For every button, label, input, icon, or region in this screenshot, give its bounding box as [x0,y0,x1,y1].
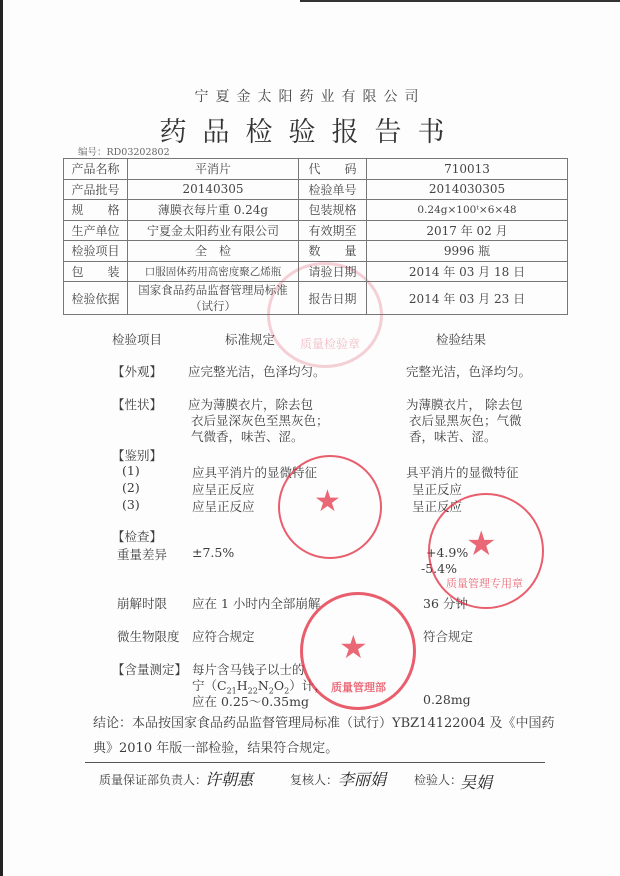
item-identification: 【鉴别】 [112,448,163,463]
scan-edge-top [300,0,620,2]
label: 检验项目 [64,241,128,262]
value: 全 检 [128,241,299,262]
review-signature: 李丽娟 [338,770,387,789]
qa-signature: 许朝惠 [205,770,254,789]
divider [85,762,545,763]
value: 710013 [367,159,568,180]
label: 产品批号 [64,179,128,200]
item-inspection: 【检查】 [112,529,163,544]
table-row [64,241,568,262]
standard-appearance: 应完整光洁，色泽均匀。 [188,364,326,379]
weight-standard: ±7.5% [192,545,235,560]
ident-result-3: 呈正反应 [412,499,463,514]
label: 数 量 [299,241,367,262]
result-character-3: 香，味苦、涩。 [409,429,497,444]
value: 薄膜衣每片重 0.24g [128,200,299,221]
weight-label: 重量差异 [117,547,168,562]
value: 2014 年 03 月 23 日 [367,282,568,315]
ident-standard-2: 应呈正反应 [192,482,255,497]
result-character-1: 为薄膜衣片， 除去包 [406,397,523,412]
assay-result: 0.28mg [423,692,471,707]
ident-no-1: (1) [122,463,140,478]
standard-character-3: 气微香，味苦、涩。 [191,429,304,444]
company-name: 宁夏金太阳药业有限公司 [194,89,426,105]
report-title: 药品检验报告书 [159,117,461,148]
item-appearance: 【外观】 [112,364,163,379]
label: 检验依据 [64,282,128,315]
microbial-label: 微生物限度 [117,629,180,644]
ident-standard-3: 应呈正反应 [192,499,255,514]
weight-result-plus: +4.9% [426,545,469,560]
label: 请验日期 [299,261,367,282]
label: 有效期至 [299,220,367,241]
conclusion-line-1: 结论：本品按国家食品药品监督管理局标准（试行）YBZ14122004 及《中国药 [93,716,555,731]
label: 产品名称 [64,159,128,180]
table-row [64,179,568,200]
value: 国家食品药品监督管理局标准（试行） [128,282,299,315]
info-table [63,158,568,315]
company-stamp-1: ★ [278,455,382,559]
standard-character-1: 应为薄膜衣片，除去包 [188,397,314,412]
assay-standard-3: 应在 0.25～0.35mg [192,694,309,709]
value: 9996 瓶 [367,241,568,262]
table-row [64,261,568,282]
assay-standard-1: 每片含马钱子以士的 [192,662,305,677]
label: 包 装 [64,261,128,282]
item-assay: 【含量测定】 [112,662,188,677]
review-label: 复核人： [290,773,339,787]
weight-result-minus: -5.4% [421,561,457,576]
standard-character-2: 衣后显深灰色至黑灰色； [191,413,329,428]
ident-no-3: (3) [122,497,140,512]
ident-no-2: (2) [122,480,140,495]
col-header-standard: 标准规定 [225,332,276,347]
qm-stamp: ★ 质量管理专用章 [428,493,544,609]
microbial-standard: 应符合规定 [192,629,255,644]
label: 规 格 [64,200,128,221]
label: 生产单位 [64,220,128,241]
label: 报告日期 [299,282,367,315]
qc-stamp: 质量检验章 [267,262,383,368]
value: 20140305 [128,179,299,200]
disintegration-standard: 应在 1 小时内全部崩解 [192,596,321,611]
result-appearance: 完整光洁，色泽均匀。 [406,364,532,379]
assay-standard-2: 宁$(C_{21}H_{22}N_2O_2)$计， [192,678,327,696]
table-row [64,282,568,315]
microbial-result: 符合规定 [423,629,474,644]
ident-result-1: 具平消片的显微特征 [406,465,519,480]
value: 宁夏金太阳药业有限公司 [128,220,299,241]
col-header-result: 检验结果 [436,332,487,347]
inspector-signature: 吴娟 [460,773,493,792]
disintegration-result: 36 分钟 [423,596,468,611]
qa-label: 质量保证部负责人： [99,773,208,787]
label: 检验单号 [299,179,367,200]
value: 平消片 [128,159,299,180]
ops-stamp: ★ 质量管理部 [300,592,416,710]
item-character: 【性状】 [112,397,163,412]
value: 2017 年 02 月 [367,220,568,241]
value: 2014030305 [367,179,568,200]
label: 包装规格 [299,200,367,221]
ident-result-2: 呈正反应 [412,482,463,497]
label: 代 码 [299,159,367,180]
value: 2014 年 03 月 18 日 [367,261,568,282]
inspector-label: 检验人： [414,773,463,787]
value: 0.24g×100ᵗ×6×48 [367,200,568,221]
col-header-item: 检验项目 [112,332,163,347]
table-row [64,200,568,221]
table-row [64,159,568,180]
disintegration-label: 崩解时限 [117,596,168,611]
serial-number: 编号：RD03202802 [78,147,170,158]
value: 口服固体药用高密度聚乙烯瓶 [128,261,299,282]
conclusion-line-2: 典》2010 年版一部检验，结果符合规定。 [93,741,339,756]
table-row [64,220,568,241]
result-character-2: 衣后显黑灰色；气微 [409,413,522,428]
ident-standard-1: 应具平消片的显微特征 [192,465,318,480]
